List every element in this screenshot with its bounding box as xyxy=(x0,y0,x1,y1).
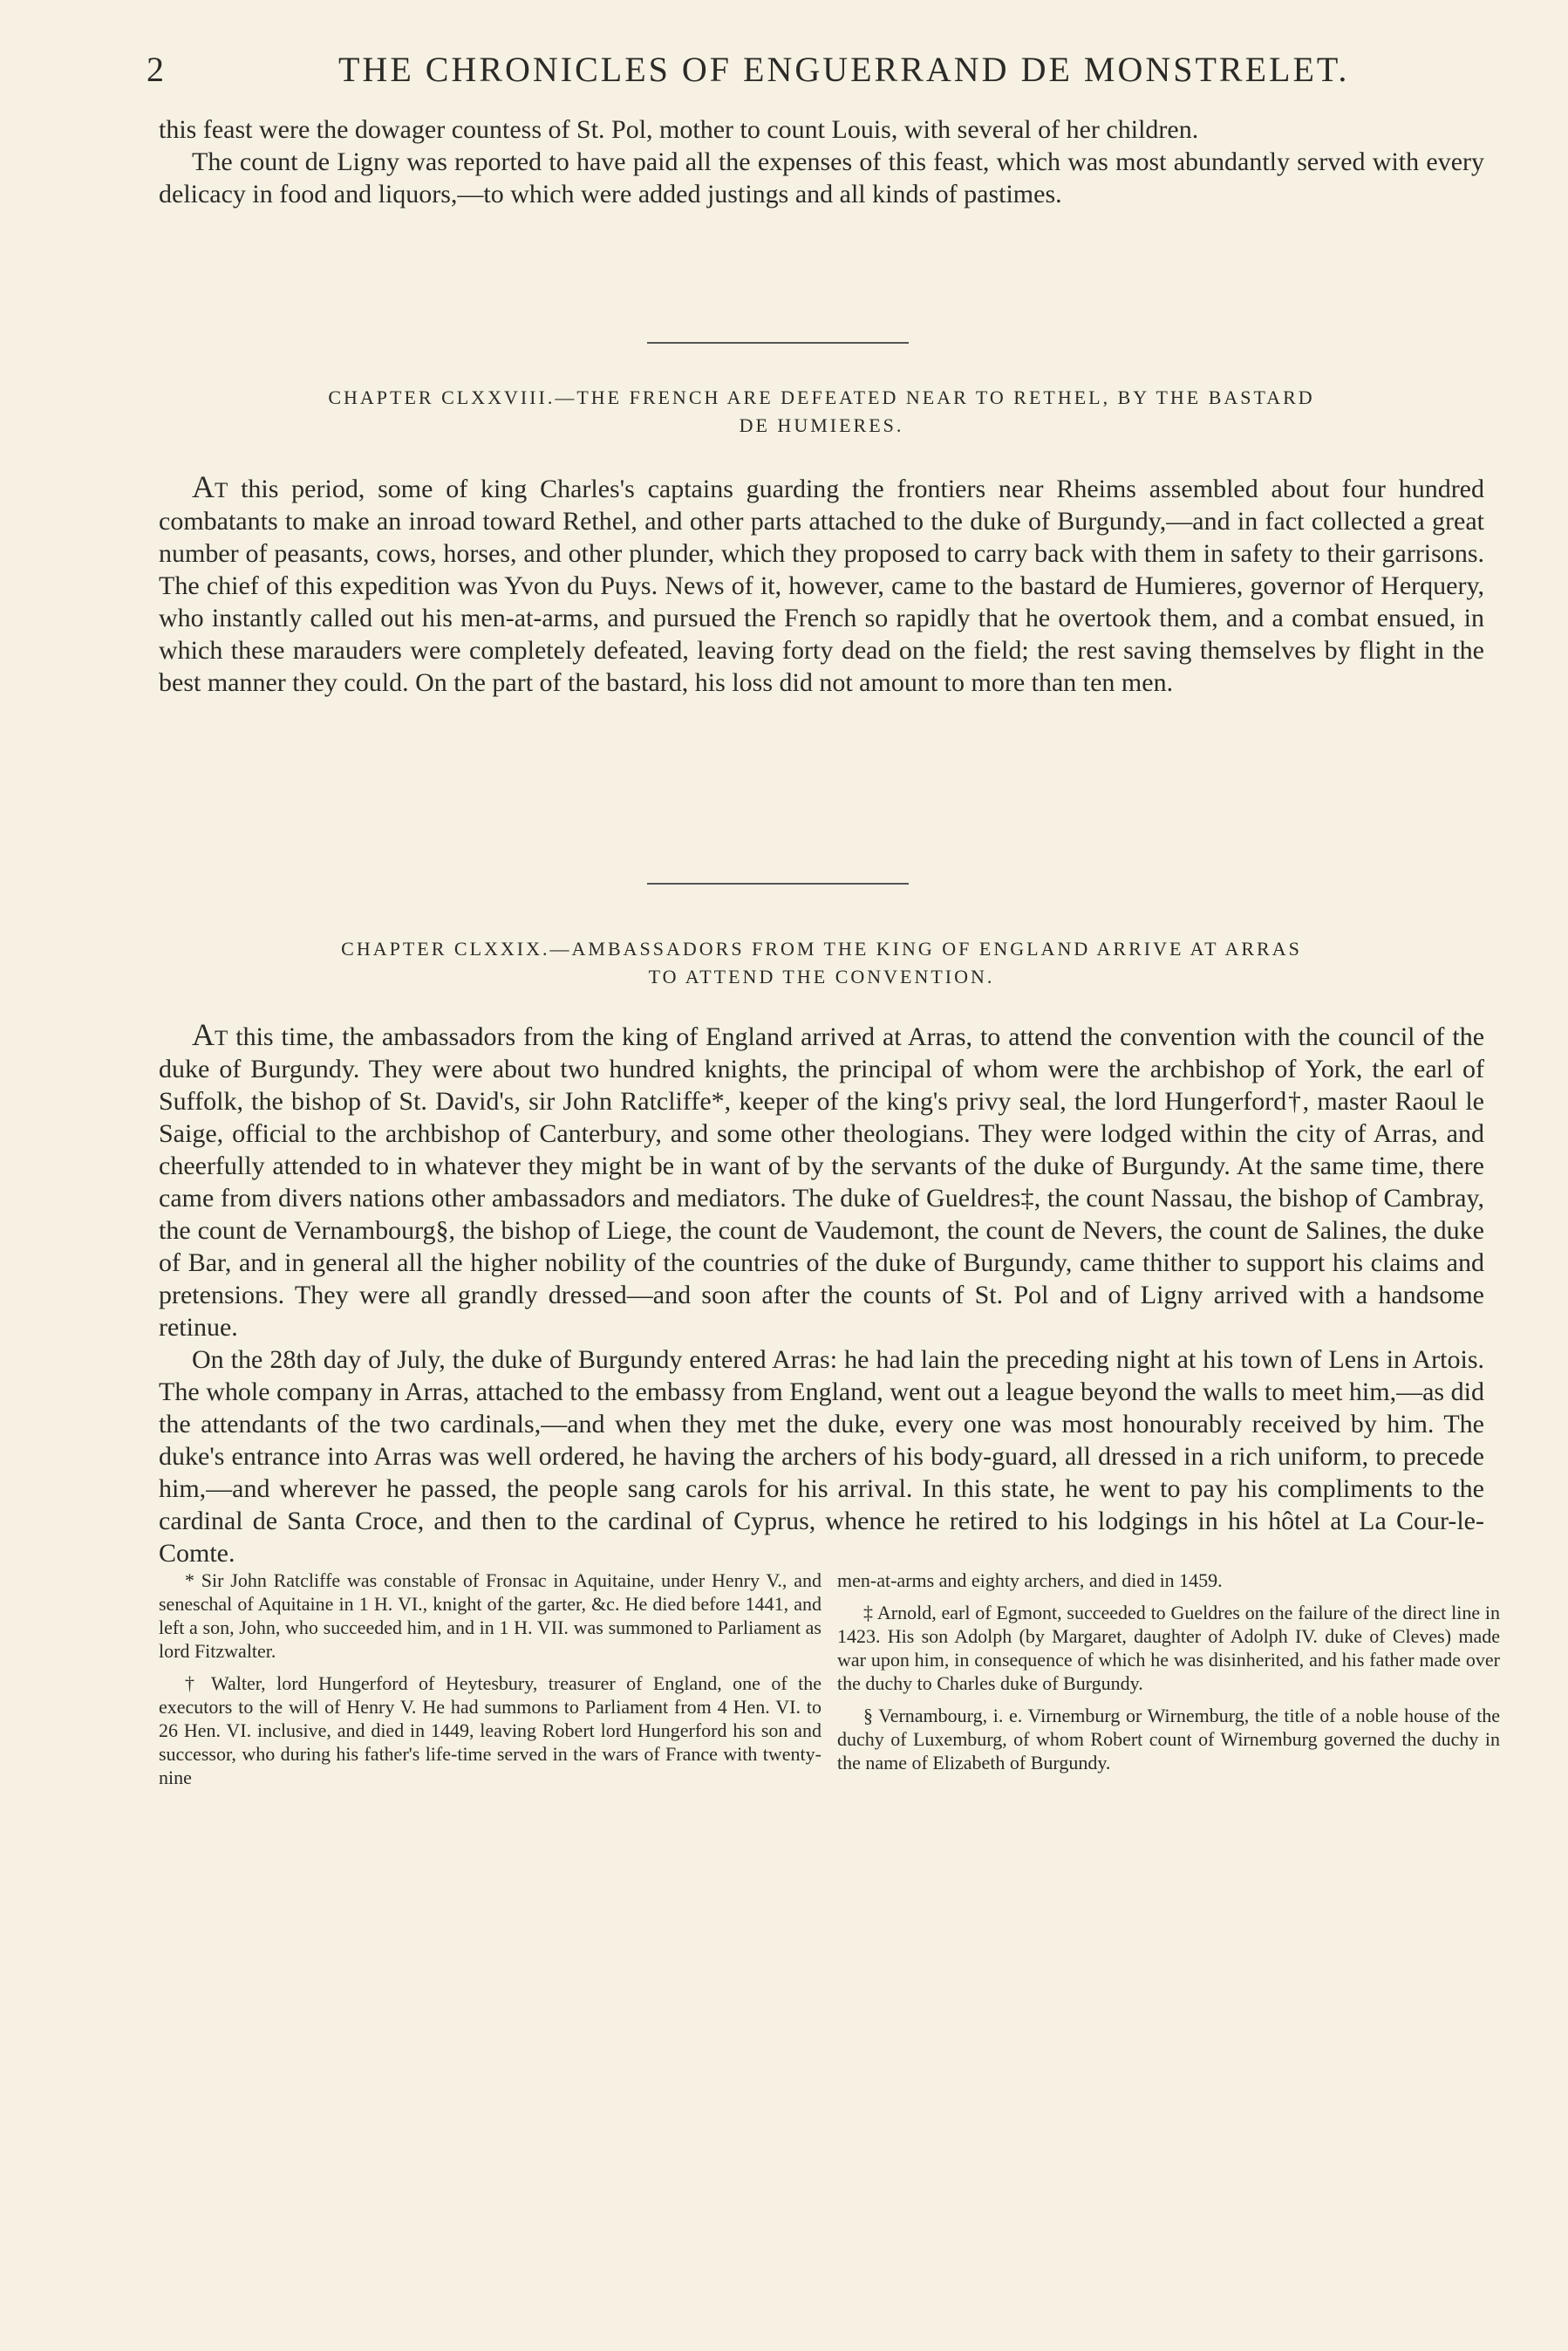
intro-paragraph-1: this feast were the dowager countess of St. Pol, mother to count Louis, with several of her children. xyxy=(159,115,1199,144)
page-number: 2 xyxy=(147,50,164,89)
chapter-179-body xyxy=(159,1019,1484,1569)
chapter-178-paragraph xyxy=(159,471,1484,699)
footnote-gueldres: ‡ Arnold, earl of Egmont, succeeded to Gueldres on the failure of the direct line in 1423. His son Adolph (by Margaret, daughter of Adolph IV. duke of Cleves) made war upon him, in consequence of which he was disinherited, and his father made over the duchy to Charles duke of Burgundy. xyxy=(837,1602,1500,1694)
chapter-178-body xyxy=(159,471,1484,699)
chapter-179-heading xyxy=(159,935,1484,991)
chapter-178-text: this period, some of king Charles's captains guarding the frontiers near Rheims assembled about four hundred combatants to make an inroad toward Rethel, and other parts attached to the duke of Burgundy,—and in fact collected a great number of peasants, cows, horses, and other plunder, which they proposed to carry back with them in safety to their garrisons. The chief of this expedition was Yvon du Puys. News of it, however, came to the bastard de Humieres, governor of Herquery, who instantly called out his men-at-arms, and pursued the French so rapidly that he overtook them, and a combat ensued, in which these marauders were completely defeated, leaving forty dead on the field; the rest saving themselves by flight in the best manner they could. On the part of the bastard, his loss did not amount to more than ten men. xyxy=(159,475,1484,697)
page-header xyxy=(147,49,1507,101)
chapter-179-paragraph-1 xyxy=(159,1019,1484,1343)
chapter-179-heading-line-2: TO ATTEND THE CONVENTION. xyxy=(648,966,995,988)
section-divider-1 xyxy=(647,342,909,344)
section-divider-2 xyxy=(647,883,909,885)
chapter-178-heading xyxy=(159,384,1484,440)
footnotes-left-column xyxy=(159,1568,821,1798)
chapter-179-heading-line-1: CHAPTER CLXXIX.—AMBASSADORS FROM THE KING OF ENGLAND ARRIVE AT ARRAS xyxy=(341,938,1302,960)
intro-paragraph-2: The count de Ligny was reported to have paid all the expenses of this feast, which was most abundantly served with every delicacy in food and liquors,—to which were added justings and all kinds of pastimes. xyxy=(159,147,1484,208)
footnote-vernambourg: § Vernambourg, i. e. Virnemburg or Wirnemburg, the title of a noble house of the duchy of Luxemburg, of whom Robert count of Wirnemburg governed the duchy in the name of Elizabeth of Burgundy. xyxy=(837,1705,1500,1774)
chapter-178-heading-line-1: CHAPTER CLXXVIII.—THE FRENCH ARE DEFEATED NEAR TO RETHEL, BY THE BASTARD xyxy=(328,386,1315,408)
footnotes-right-column xyxy=(837,1568,1500,1783)
footnote-ratcliffe: * Sir John Ratcliffe was constable of Fronsac in Aquitaine, under Henry V., and seneschal of Aquitaine in 1 H. VI., knight of the garter, &c. He died before 1441, and left a son, John, who succeeded him, and in 1 H. VII. was summoned to Parliament as lord Fitzwalter. xyxy=(159,1569,821,1662)
footnote-hungerford-continued: men-at-arms and eighty archers, and died in 1459. xyxy=(837,1569,1223,1591)
chapter-179-paragraph-2: On the 28th day of July, the duke of Burgundy entered Arras: he had lain the preceding night at his town of Lens in Artois. The whole company in Arras, attached to the embassy from England, went out a league beyond the walls to meet him,—as did the attendants of the two cardinals,—and when they met the duke, every one was most honourably received by him. The duke's entrance into Arras was well ordered, he having the archers of his body-guard, all dressed in a rich uniform, to precede him,—and wherever he passed, the people sang carols for his arrival. In this state, he went to pay his compliments to the cardinal de Santa Croce, and then to the cardinal of Cyprus, whence he retired to his lodgings in his hôtel at La Cour-le-Comte. xyxy=(159,1345,1484,1568)
chapter-179-text-1: this time, the ambassadors from the king of England arrived at Arras, to attend the convention with the council of the duke of Burgundy. They were about two hundred knights, the principal of whom were the archbishop of York, the earl of Suffolk, the bishop of St. David's, sir John Ratcliffe*, keeper of the king's privy seal, the lord Hungerford†, master Raoul le Saige, official to the archbishop of Canterbury, and some other theologians. They were lodged within the city of Arras, and cheerfully attended to in whatever they might be in want of by the servants of the duke of Burgundy. At the same time, there came from divers nations other ambassadors and mediators. The duke of Gueldres‡, the count Nassau, the bishop of Cambray, the count de Vernambourg§, the bishop of Liege, the count de Vaudemont, the count de Nevers, the count de Salines, the duke of Bar, and in general all the higher nobility of the countries of the duke of Burgundy, came thither to support his claims and pretensions. They were all grandly dressed—and soon after the counts of St. Pol and of Ligny arrived with a handsome retinue. xyxy=(159,1022,1485,1342)
chapter-178-lead-word: At xyxy=(192,469,228,504)
running-title: THE CHRONICLES OF ENGUERRAND DE MONSTRELET. xyxy=(338,50,1350,89)
chapter-178-heading-line-2: DE HUMIERES. xyxy=(739,414,904,436)
intro-text xyxy=(159,113,1484,210)
chapter-179-lead-word: At xyxy=(192,1017,228,1052)
footnote-hungerford: † Walter, lord Hungerford of Heytesbury, treasurer of England, one of the executors to the will of Henry V. He had summons to Parliament from 4 Hen. VI. to 26 Hen. VI. inclusive, and died in 1449, leaving Robert lord Hungerford his son and successor, who during his father's life-time served in the wars of France with twenty-nine xyxy=(159,1672,821,1788)
